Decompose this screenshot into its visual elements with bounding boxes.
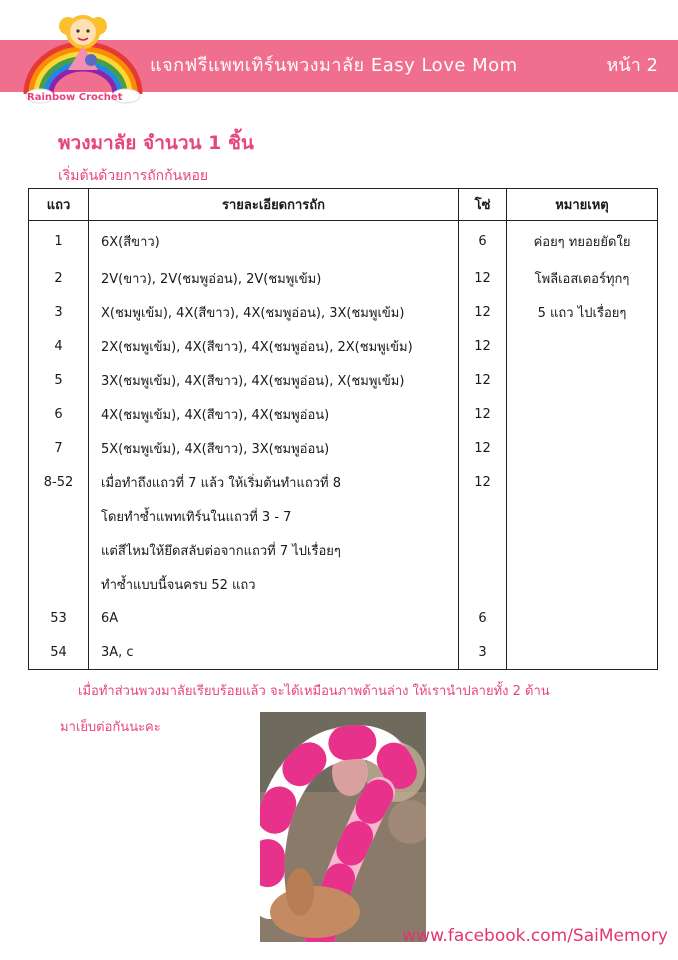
table-row xyxy=(29,397,658,431)
row-detail: โดยทำซ้ำแพทเทิร์นในแถวที่ 3 - 7 xyxy=(89,499,459,533)
table-header-row xyxy=(29,189,658,221)
logo-text: Rainbow Crochet xyxy=(27,92,123,103)
outro-line-1: เมื่อทำส่วนพวงมาลัยเรียบร้อยแล้ว จะได้เหมือนภาพด้านล่าง ให้เรานำปลายทั้ง 2 ด้าน xyxy=(78,684,550,699)
table-row xyxy=(29,567,658,601)
header-row-number: แถว xyxy=(29,189,89,221)
row-detail: 6X(สีขาว) xyxy=(89,221,459,262)
row-detail: 2X(ชมพูเข้ม), 4X(สีขาว), 4X(ชมพูอ่อน), 2X(ชมพูเข้ม) xyxy=(89,329,459,363)
row-chain: 12 xyxy=(459,295,507,329)
row-chain: 3 xyxy=(459,635,507,670)
row-note xyxy=(507,635,658,670)
row-number: 7 xyxy=(29,431,89,465)
row-note xyxy=(507,601,658,635)
row-number xyxy=(29,499,89,533)
table-row xyxy=(29,465,658,499)
row-detail: 6A xyxy=(89,601,459,635)
header-detail: รายละเอียดการถัก xyxy=(89,189,459,221)
table-row xyxy=(29,221,658,262)
row-detail: 3A, c xyxy=(89,635,459,670)
rainbow-crochet-logo xyxy=(18,6,148,106)
table-row xyxy=(29,363,658,397)
row-detail: เมื่อทำถึงแถวที่ 7 แล้ว ให้เริ่มต้นทำแถวที่ 8 xyxy=(89,465,459,499)
row-number xyxy=(29,533,89,567)
row-number: 2 xyxy=(29,261,89,295)
row-number xyxy=(29,567,89,601)
row-note xyxy=(507,499,658,533)
row-detail: 5X(ชมพูเข้ม), 4X(สีขาว), 3X(ชมพูอ่อน) xyxy=(89,431,459,465)
row-note xyxy=(507,329,658,363)
header-title: แจกฟรีแพทเทิร์นพวงมาลัย Easy Love Mom xyxy=(150,55,518,76)
row-note xyxy=(507,567,658,601)
row-note xyxy=(507,397,658,431)
row-number: 53 xyxy=(29,601,89,635)
outro-line-2: มาเย็บต่อกันนะคะ xyxy=(60,720,161,735)
row-number: 8-52 xyxy=(29,465,89,499)
table-row xyxy=(29,499,658,533)
crochet-garland-photo xyxy=(260,712,426,942)
table-row xyxy=(29,601,658,635)
row-note xyxy=(507,431,658,465)
row-note xyxy=(507,465,658,499)
row-chain: 6 xyxy=(459,601,507,635)
page-number: หน้า 2 xyxy=(606,55,658,76)
row-detail: 4X(ชมพูเข้ม), 4X(สีขาว), 4X(ชมพูอ่อน) xyxy=(89,397,459,431)
row-number: 4 xyxy=(29,329,89,363)
pattern-table-body xyxy=(29,221,658,670)
row-chain xyxy=(459,499,507,533)
row-detail: ทำซ้ำแบบนี้จนครบ 52 แถว xyxy=(89,567,459,601)
row-detail: 3X(ชมพูเข้ม), 4X(สีขาว), 4X(ชมพูอ่อน), X(ชมพูเข้ม) xyxy=(89,363,459,397)
table-row xyxy=(29,329,658,363)
row-note xyxy=(507,363,658,397)
row-chain: 12 xyxy=(459,465,507,499)
subtitle: เริ่มต้นด้วยการถักก้นหอย xyxy=(58,168,209,184)
row-note: โพลีเอสเตอร์ทุกๆ xyxy=(507,261,658,295)
row-chain: 6 xyxy=(459,221,507,262)
row-number: 1 xyxy=(29,221,89,262)
row-detail: 2V(ขาว), 2V(ชมพูอ่อน), 2V(ชมพูเข้ม) xyxy=(89,261,459,295)
row-note: ค่อยๆ ทยอยยัดใย xyxy=(507,221,658,262)
table-row xyxy=(29,635,658,670)
table-row xyxy=(29,533,658,567)
row-chain xyxy=(459,533,507,567)
row-chain: 12 xyxy=(459,363,507,397)
row-number: 54 xyxy=(29,635,89,670)
section-title: พวงมาลัย จำนวน 1 ชิ้น xyxy=(58,132,254,154)
row-note xyxy=(507,533,658,567)
row-chain: 12 xyxy=(459,397,507,431)
row-detail: แต่สีไหมให้ยึดสลับต่อจากแถวที่ 7 ไปเรื่อยๆ xyxy=(89,533,459,567)
row-number: 6 xyxy=(29,397,89,431)
header-chain: โซ่ xyxy=(459,189,507,221)
row-note: 5 แถว ไปเรื่อยๆ xyxy=(507,295,658,329)
footer-url[interactable]: www.facebook.com/SaiMemory xyxy=(402,926,668,946)
table-row xyxy=(29,261,658,295)
row-chain: 12 xyxy=(459,431,507,465)
row-chain: 12 xyxy=(459,261,507,295)
row-number: 5 xyxy=(29,363,89,397)
table-row xyxy=(29,431,658,465)
row-detail: X(ชมพูเข้ม), 4X(สีขาว), 4X(ชมพูอ่อน), 3X(ชมพูเข้ม) xyxy=(89,295,459,329)
row-chain: 12 xyxy=(459,329,507,363)
row-chain xyxy=(459,567,507,601)
row-number: 3 xyxy=(29,295,89,329)
pattern-table xyxy=(28,188,658,670)
header-note: หมายเหตุ xyxy=(507,189,658,221)
table-row xyxy=(29,295,658,329)
